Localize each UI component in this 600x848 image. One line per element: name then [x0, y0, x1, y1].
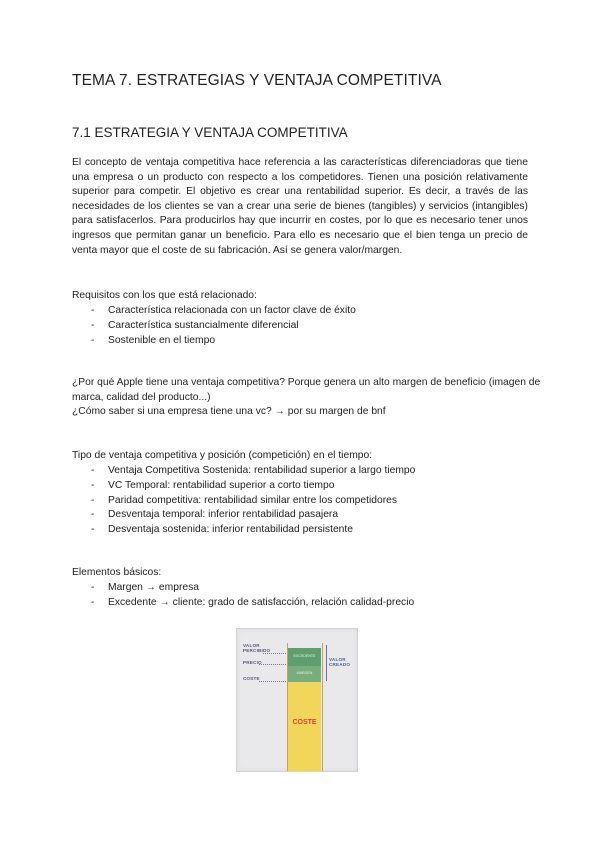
coste-block-text: COSTE: [292, 719, 317, 726]
question-vc: ¿Cómo saber si una empresa tiene una vc? → por su margen de bnf: [72, 406, 386, 418]
list-item: - Margen → empresa: [72, 581, 414, 596]
list-item: - Característica sustancialmente diferencial: [72, 319, 356, 334]
dotted-line: [259, 664, 288, 665]
coste-label: COSTE: [243, 676, 260, 681]
question-apple: ¿Por qué Apple tiene una ventaja competitiva? Porque genera un alto margen de beneficio (imagen de marca, calidad del producto...): [72, 377, 541, 403]
dotted-line: [259, 681, 288, 682]
tipos-heading: Tipo de ventaja competitiva y posición (competición) en el tiempo:: [72, 450, 373, 461]
valor-creado-label: VALOR CREADO: [329, 657, 351, 667]
section-title: 7.1 ESTRATEGIA Y VENTAJA COMPETITIVA: [72, 125, 348, 140]
questions-block: [72, 376, 542, 420]
document-title: TEMA 7. ESTRATEGIAS Y VENTAJA COMPETITIVA: [72, 72, 442, 89]
margen-text: MARGEN: [296, 671, 313, 675]
elementos-heading: Elementos básicos:: [72, 567, 162, 578]
list-item: - Ventaja Competitiva Sostenida: rentabilidad superior a largo tiempo: [72, 464, 415, 479]
list-item: - Excedente → cliente: grado de satisfacción, relación calidad-precio: [72, 596, 414, 611]
elementos-list: [72, 581, 414, 611]
value-diagram-photo: [236, 628, 358, 772]
valor-percibido-label: VALOR PERCIBIDO: [243, 643, 271, 653]
list-item: - Sostenible en el tiempo: [72, 334, 356, 349]
intro-paragraph: El concepto de ventaja competitiva hace referencia a las características diferenciadoras que tiene una empresa o un producto con respecto a los competidores. Tienen una posición relativamente superior para competir. El objetivo es crear una rentabilidad superior. Es decir, a través de las necesidades de los clientes se van a crear una serie de bienes (tangibles) y servicios (intangibles) para satisfacerlos. Para producirlos hay que incurrir en costes, por lo que es necesario tener unos ingresos que permitan ganar un beneficio. Para ello es necesario que el bien tenga un precio de venta mayor que el coste de su fabricación. Así se genera valor/margen.: [72, 157, 528, 256]
dotted-line: [263, 653, 288, 654]
coste-block: [288, 682, 321, 771]
list-item: - VC Temporal: rentabilidad superior a corto tiempo: [72, 479, 415, 494]
requisitos-list: [72, 304, 356, 348]
excedente-text: EXCEDENTE: [293, 654, 316, 658]
valor-creado-bracket: [323, 645, 327, 681]
list-item: - Desventaja sostenida: inferior rentabilidad persistente: [72, 523, 415, 538]
precio-label: PRECIO: [243, 660, 262, 665]
list-item: - Desventaja temporal: inferior rentabilidad pasajera: [72, 508, 415, 523]
list-item: - Paridad competitiva: rentabilidad similar entre los competidores: [72, 494, 415, 509]
tipos-list: [72, 464, 415, 538]
requisitos-heading: Requisitos con los que está relacionado:: [72, 290, 257, 301]
list-item: - Característica relacionada con un factor clave de éxito: [72, 304, 356, 319]
